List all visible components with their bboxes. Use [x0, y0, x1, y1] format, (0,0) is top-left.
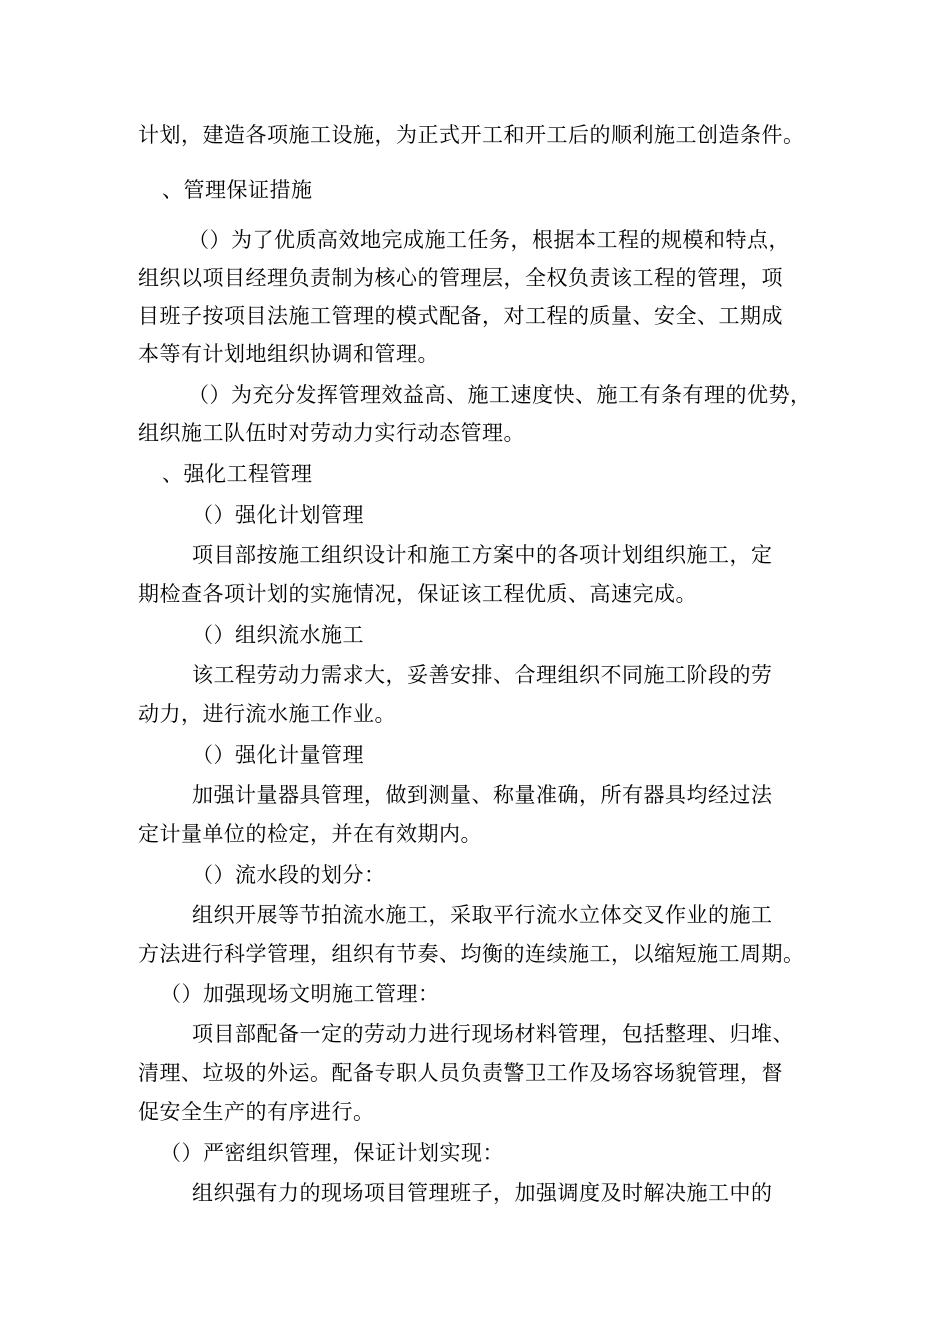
text-line: 组织开展等节拍流水施工，采取平行流水立体交叉作业的施工 — [192, 903, 773, 927]
text-line: 动力，进行流水施工作业。 — [138, 702, 396, 726]
text-line: 该工程劳动力需求大，妥善安排、合理组织不同施工阶段的劳 — [192, 663, 773, 687]
text-line: 组织施工队伍时对劳动力实行动态管理。 — [138, 421, 525, 445]
subheading-civilized-construction: （）加强现场文明施工管理： — [160, 982, 440, 1006]
text-line: 期检查各项计划的实施情况，保证该工程优质、高速完成。 — [138, 582, 697, 606]
text-line: 项目部配备一定的劳动力进行现场材料管理，包括整理、归堆、 — [192, 1022, 794, 1046]
subheading-strict-organization: （）严密组织管理，保证计划实现： — [160, 1141, 504, 1165]
text-line: 组织强有力的现场项目管理班子，加强调度及时解决施工中的 — [192, 1181, 773, 1205]
text-line: 清理、垃圾的外运。配备专职人员负责警卫工作及场容场貌管理，督 — [138, 1061, 783, 1085]
text-line: 加强计量器具管理，做到测量、称量准确，所有器具均经过法 — [192, 783, 773, 807]
text-line: 促安全生产的有序进行。 — [138, 1100, 375, 1124]
text-line: 本等有计划地组织协调和管理。 — [138, 342, 439, 366]
subheading-plan: （）强化计划管理 — [192, 503, 364, 527]
section-heading-management: 、管理保证措施 — [162, 178, 313, 202]
text-line: （）为了优质高效地完成施工任务，根据本工程的规模和特点， — [188, 228, 790, 252]
section-heading-engineering: 、强化工程管理 — [162, 462, 313, 486]
subheading-flow: （）组织流水施工 — [192, 623, 364, 647]
text-line: （）为充分发挥管理效益高、施工速度快、施工有条有理的优势， — [188, 383, 812, 407]
subheading-segments: （）流水段的划分： — [192, 863, 386, 887]
text-line: 项目部按施工组织设计和施工方案中的各项计划组织施工，定 — [192, 543, 773, 567]
subheading-measurement: （）强化计量管理 — [192, 743, 364, 767]
text-line: 目班子按项目法施工管理的模式配备，对工程的质量、安全、工期成 — [138, 304, 783, 328]
text-line: 定计量单位的检定，并在有效期内。 — [138, 822, 482, 846]
text-line: 方法进行科学管理，组织有节奏、均衡的连续施工，以缩短施工周期。 — [138, 942, 805, 966]
text-line: 计划，建造各项施工设施，为正式开工和开工后的顺利施工创造条件。 — [138, 123, 805, 147]
text-line: 组织以项目经理负责制为核心的管理层，全权负责该工程的管理，项 — [138, 266, 783, 290]
